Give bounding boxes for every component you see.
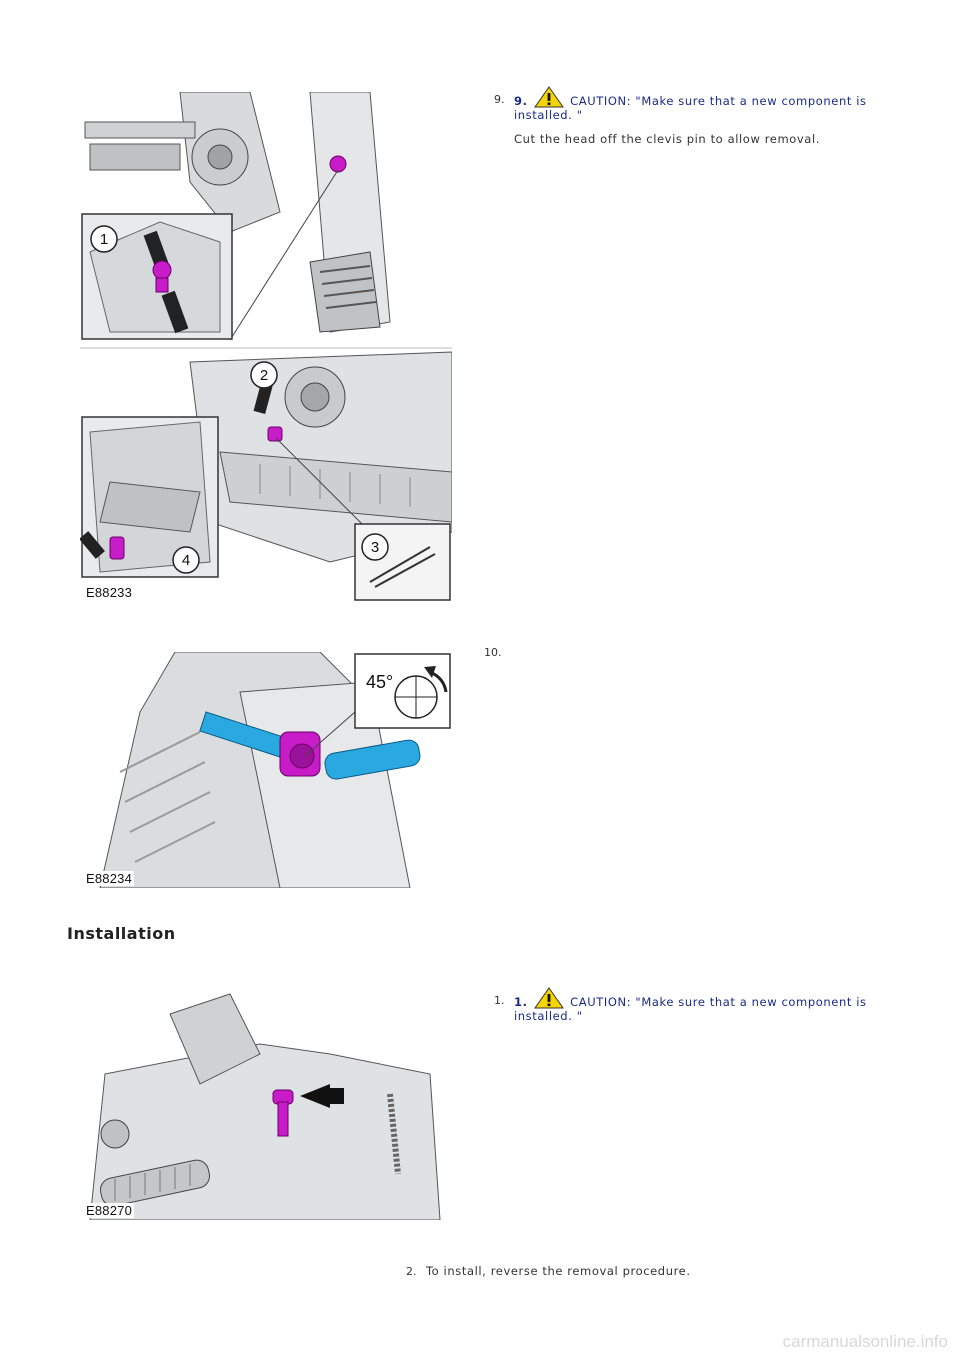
step-number: 1. [494,994,505,1007]
callout-3: 3 [370,539,380,556]
section-heading-installation: Installation [67,924,176,943]
step-text: To install, reverse the removal procedure. [426,1264,691,1278]
callout-2: 2 [259,367,269,384]
watermark: carmanualsonline.info [782,1332,948,1351]
step-number: 9. [494,93,505,106]
callout-1: 1 [99,231,109,248]
callout-4: 4 [181,552,191,569]
clevis-pin-removal-illustration [80,92,452,602]
step-number: 2. [406,1265,417,1278]
figure-e88234 [80,652,452,888]
step-caution [514,86,884,122]
step-bold-label: 9. [514,94,528,108]
figure-code: E88234 [86,871,133,886]
step-caution [514,987,884,1023]
caution-text: CAUTION: "Make sure that a new component is installed. " [514,995,867,1023]
warning-icon [534,987,564,1009]
figure-code: E88233 [86,585,133,600]
angle-label: 45° [366,672,394,692]
warning-icon [534,86,564,108]
step-bold-label: 1. [514,995,528,1009]
caution-text: CAUTION: "Make sure that a new component is installed. " [514,94,867,122]
step-text: Cut the head off the clevis pin to allow removal. [514,132,821,146]
clevis-pin-install-illustration [80,984,452,1220]
figure-code: E88270 [86,1203,133,1218]
actuator-rotation-illustration [80,652,452,888]
figure-e88270 [80,984,452,1220]
figure-e88233 [80,92,452,602]
step-number: 10. [484,646,502,659]
